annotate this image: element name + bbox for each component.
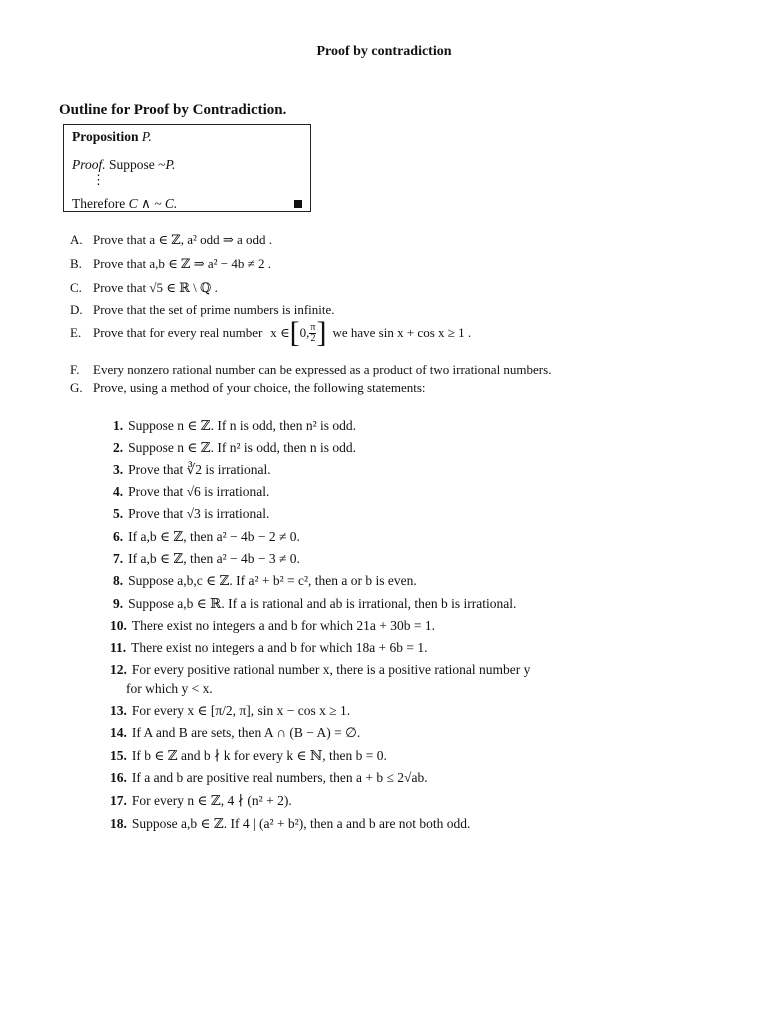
- statement-number: 17.: [110, 793, 127, 808]
- proof-line: [72, 157, 175, 173]
- statement-number: 4.: [113, 484, 124, 499]
- outline-heading: Outline for Proof by Contradiction.: [59, 102, 287, 118]
- exercise-label: F.: [70, 362, 80, 377]
- statement-text: If a,b ∈ ℤ, then a² − 4b − 3 ≠ 0.: [128, 551, 300, 566]
- statement-item: [113, 551, 300, 567]
- proof-var: P.: [165, 157, 176, 172]
- statement-number: 10.: [110, 618, 127, 633]
- statement-item: [113, 506, 269, 522]
- exercise-label: A.: [70, 232, 83, 247]
- interval-lo: 0,: [299, 325, 310, 340]
- qed-square-icon: [294, 200, 302, 208]
- statement-item: [113, 418, 356, 434]
- statement-number: 2.: [113, 440, 124, 455]
- statement-item: [110, 725, 360, 741]
- statement-text: There exist no integers a and b for which 18a + 6b = 1.: [131, 640, 428, 655]
- exercise-e: [70, 316, 472, 349]
- interval-fraction: [309, 323, 316, 344]
- statement-item: [113, 462, 271, 478]
- interval-open-bracket: [: [289, 316, 300, 349]
- statement-number: 16.: [110, 770, 127, 785]
- statement-item: [110, 816, 470, 832]
- fraction-denominator: 2: [310, 332, 316, 344]
- statement-text: For every n ∈ ℤ, 4 ∤ (n² + 2).: [131, 793, 292, 808]
- statement-item: [110, 793, 292, 809]
- exercise-text: Prove, using a method of your choice, the following statements:: [93, 380, 426, 395]
- statement-text: If a,b ∈ ℤ, then a² − 4b − 2 ≠ 0.: [128, 529, 300, 544]
- statement-text: Suppose a,b ∈ ℤ. If 4 | (a² + b²), then a and b are not both odd.: [131, 816, 471, 831]
- exercise-a: [70, 232, 272, 248]
- interval-close-bracket: ]: [316, 316, 327, 349]
- statement-text: Suppose a,b,c ∈ ℤ. If a² + b² = c², then a or b is even.: [128, 573, 417, 588]
- statement-number: 5.: [113, 506, 124, 521]
- exercise-label: C.: [70, 280, 82, 295]
- therefore-text: Therefore: [72, 196, 126, 211]
- exercise-text: Every nonzero rational number can be expressed as a product of two irrational numbers.: [93, 362, 552, 377]
- statement-item: [110, 640, 428, 656]
- proof-text: Suppose ~: [109, 157, 166, 172]
- proof-label: Proof.: [72, 157, 106, 172]
- therefore-line: [72, 196, 177, 212]
- exercise-g: [70, 380, 426, 396]
- statement-number: 6.: [113, 529, 124, 544]
- statement-item: [113, 596, 516, 612]
- statement-number: 1.: [113, 418, 124, 433]
- statement-text: Prove that √3 is irrational.: [128, 506, 270, 521]
- proposition-label: Proposition: [72, 129, 139, 144]
- statement-text: Suppose n ∈ ℤ. If n is odd, then n² is odd.: [128, 418, 357, 433]
- proposition-line: [72, 129, 152, 145]
- statement-item: [110, 770, 428, 786]
- statement-number: 8.: [113, 573, 124, 588]
- statement-item: [110, 703, 350, 719]
- statement-text: If a and b are positive real numbers, then a + b ≤ 2√ab.: [131, 770, 428, 785]
- statement-item: [110, 618, 435, 634]
- proposition-var: P.: [141, 129, 152, 144]
- statement-text: For every positive rational number x, there is a positive rational number y: [131, 662, 531, 677]
- statement-text: For every x ∈ [π/2, π], sin x − cos x ≥ 1.: [131, 703, 351, 718]
- statement-number: 11.: [110, 640, 127, 655]
- statement-item: [113, 573, 417, 589]
- exercise-text-post: we have sin x + cos x ≥ 1 .: [332, 325, 472, 340]
- proof-outline-box: [63, 124, 311, 212]
- statement-item: [110, 748, 387, 764]
- exercise-text-pre: Prove that for every real number: [93, 325, 263, 340]
- vertical-ellipsis: ⋮: [92, 172, 105, 187]
- exercise-label: B.: [70, 256, 82, 271]
- statement-text: Prove that √6 is irrational.: [128, 484, 270, 499]
- exercise-text: Prove that a,b ∈ ℤ ⇒ a² − 4b ≠ 2 .: [93, 256, 271, 271]
- statement-text: If b ∈ ℤ and b ∤ k for every k ∈ ℕ, then b = 0.: [131, 748, 387, 763]
- exercise-text: Prove that √5 ∈ ℝ \ ℚ .: [93, 280, 218, 295]
- statement-text: Suppose n ∈ ℤ. If n² is odd, then n is odd.: [128, 440, 357, 455]
- statement-number: 12.: [110, 662, 127, 677]
- statement-text: There exist no integers a and b for which 21a + 30b = 1.: [131, 618, 436, 633]
- fraction-numerator: π: [310, 321, 316, 333]
- page-title: Proof by contradiction: [316, 44, 452, 59]
- statement-text: If A and B are sets, then A ∩ (B − A) = ∅.: [131, 725, 361, 740]
- exercise-b: [70, 256, 271, 272]
- statement-number: 9.: [113, 596, 124, 611]
- exercise-c: [70, 280, 218, 296]
- statement-number: 13.: [110, 703, 127, 718]
- exercise-text: Prove that a ∈ ℤ, a² odd ⇒ a odd .: [93, 232, 273, 247]
- statement-number: 7.: [113, 551, 124, 566]
- exercise-label: G.: [70, 380, 83, 395]
- exercise-text: Prove that the set of prime numbers is infinite.: [93, 302, 335, 317]
- exercise-label: E.: [70, 325, 82, 340]
- statement-number: 18.: [110, 816, 127, 831]
- exercise-f: [70, 362, 551, 378]
- statement-number: 15.: [110, 748, 127, 763]
- statement-item: [110, 662, 530, 678]
- statement-continuation: for which y < x.: [126, 681, 213, 696]
- statement-item: [113, 484, 269, 500]
- statement-item: [113, 440, 356, 456]
- statement-text: Suppose a,b ∈ ℝ. If a is rational and ab is irrational, then b is irrational.: [128, 596, 517, 611]
- statement-number: 14.: [110, 725, 127, 740]
- interval-var: x ∈: [270, 325, 290, 340]
- statement-text: Prove that ∛2 is irrational.: [128, 462, 271, 477]
- statement-number: 3.: [113, 462, 124, 477]
- statement-item: [113, 529, 300, 545]
- therefore-expr: C ∧ ~ C.: [128, 196, 178, 211]
- exercise-label: D.: [70, 302, 83, 317]
